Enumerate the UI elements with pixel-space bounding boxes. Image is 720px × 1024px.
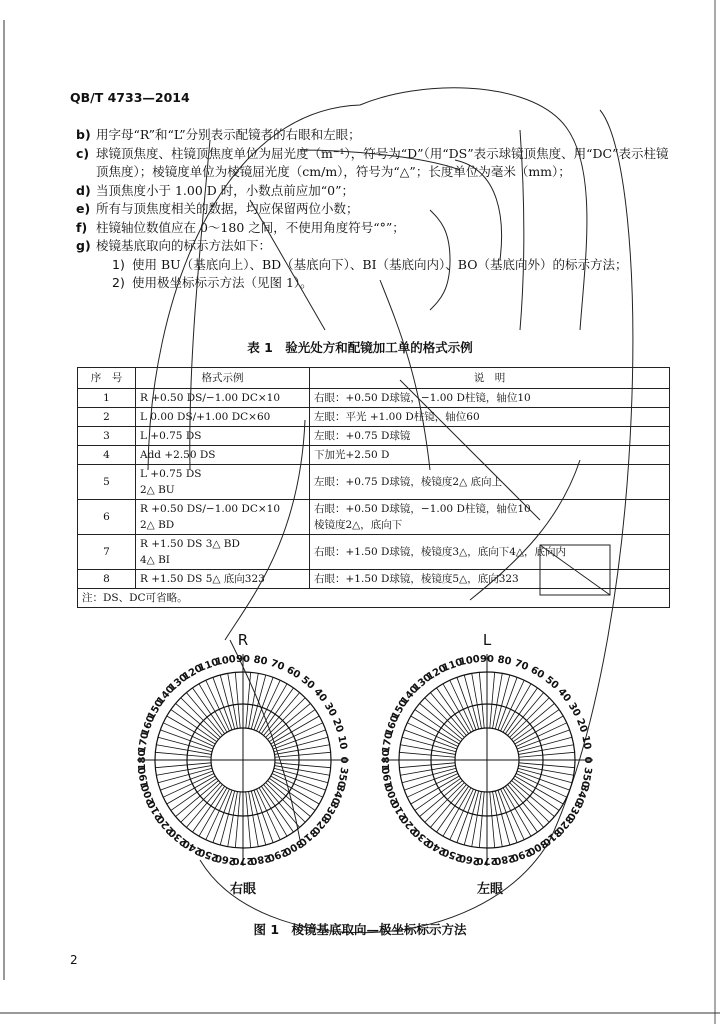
left-dial-angle-label: 130 (410, 672, 434, 694)
cell-line: 4△ BI (140, 554, 170, 566)
list-item: f) 柱镜轴位数值应在 0～180 之间，不使用角度符号“°”； (76, 219, 405, 235)
left-dial-spoke (425, 698, 465, 738)
right-dial-spoke (181, 783, 221, 823)
right-dial-angle-label: 0 (338, 756, 349, 764)
column-header-desc: 说 明 (310, 368, 670, 389)
left-dial-angle-label: 260 (458, 851, 481, 867)
right-dial-spoke (176, 703, 219, 739)
left-dial-spoke (404, 771, 457, 790)
left-dial-spoke (430, 785, 466, 828)
right-dial-angle-label: 80 (252, 654, 269, 668)
left-dial-angle-label: 90 (480, 654, 494, 665)
left-dial-angle-label: 160 (383, 713, 402, 738)
right-dial-spoke (254, 677, 273, 730)
cell-no: 1 (78, 389, 136, 408)
list-item: d) 当顶焦度小于 1.00 D 时，小数点前应加“0”； (76, 182, 355, 198)
cell-line: 右眼：+1.50 D球镜，棱镜度3△，底向下4△，底向内 (314, 546, 566, 558)
right-dial-angle-label: 220 (155, 813, 177, 837)
left-dial-spoke (457, 790, 476, 843)
sub-list-item: 1) 使用 BU（基底向上）、BD（基底向下）、BI（基底向内）、BO（基底向外）的标示方法； (112, 256, 628, 272)
list-item: g) 棱镜基底取向的标示方法如下： (76, 238, 272, 253)
right-dial-angle-label: 120 (180, 662, 205, 683)
left-dial-angle-label: 190 (380, 766, 396, 789)
right-dial-spoke (268, 703, 311, 739)
cell-line: Add +2.50 DS (140, 449, 216, 461)
left-dial-angle-label: 310 (540, 826, 564, 848)
left-dial-angle-label: 180 (381, 749, 392, 771)
right-dial-spoke (181, 698, 221, 738)
left-dial-spoke (457, 677, 476, 730)
cell-no: 7 (78, 535, 136, 570)
page-number: 2 (70, 953, 78, 967)
cell-line: 右眼：+0.50 D球镜，−1.00 D柱镜，轴位10 (314, 503, 531, 515)
right-dial-angle-label: 60 (284, 664, 303, 682)
left-dial-spoke (425, 783, 465, 823)
left-eye-letter: L (482, 631, 492, 649)
cell-no: 3 (78, 427, 136, 446)
left-dial-angle-label: 250 (440, 845, 465, 864)
right-dial-angle-label: 330 (320, 798, 341, 823)
left-dial-angle-label: 220 (399, 813, 421, 837)
right-dial-spoke (160, 771, 213, 790)
cell-line: R +0.50 DS/−1.00 DC×10 (140, 392, 281, 404)
cell-line: 2△ BU (140, 484, 175, 496)
cell-no: 4 (78, 446, 136, 465)
right-dial-angle-label: 320 (309, 813, 331, 837)
left-dial-angle-label: 0 (582, 756, 593, 764)
overlay-artifact (540, 545, 610, 595)
cell-line: 右眼：+0.50 D球镜，−1.00 D柱镜，轴位10 (314, 392, 531, 404)
left-dial-spoke (420, 703, 463, 739)
right-dial-angle-label: 300 (281, 837, 306, 858)
left-dial-angle-label: 210 (389, 798, 410, 823)
right-dial-angle-label: 30 (321, 700, 339, 719)
cell-line: R +0.50 DS/−1.00 DC×10 (140, 503, 281, 515)
right-dial-angle-label: 170 (136, 731, 152, 754)
right-dial-angle-label: 10 (335, 734, 349, 751)
left-dial-spoke (517, 771, 570, 790)
right-dial-angle-label: 310 (296, 826, 320, 848)
cell-no: 6 (78, 500, 136, 535)
right-dial-angle-label: 100 (214, 653, 237, 669)
column-header-format: 格式示例 (136, 368, 310, 389)
cell-line: R +1.50 DS 3△ BD (140, 538, 240, 550)
left-dial-angle-label: 40 (555, 686, 573, 705)
right-dial-angle-label: 290 (265, 845, 290, 864)
right-dial-angle-label: 140 (155, 683, 177, 707)
list-item: e) 所有与顶焦度相关的数据，均应保留两位小数； (76, 201, 359, 216)
left-dial-spoke (510, 698, 550, 738)
right-eye-polar-dial (137, 654, 349, 866)
right-dial-spoke (176, 781, 219, 817)
right-dial-angle-label: 130 (166, 672, 190, 694)
right-dial-angle-label: 110 (196, 656, 221, 675)
left-dial-angle-label: 300 (525, 837, 550, 858)
table-note: 注：DS、DC可省略。 (78, 589, 670, 608)
cell-line: 棱镜度2△，底向下 (314, 519, 403, 531)
right-dial-spoke (213, 790, 232, 843)
right-dial-spoke (186, 785, 222, 828)
right-dial-spoke (266, 783, 306, 823)
left-dial-angle-label: 240 (424, 837, 449, 858)
left-dial-angle-label: 70 (512, 658, 530, 674)
left-dial-spoke (510, 783, 550, 823)
cell-line: L +0.75 DS (140, 468, 202, 480)
right-dial-angle-label: 190 (136, 766, 152, 789)
left-dial-spoke (508, 693, 544, 736)
left-dial-angle-label: 340 (572, 782, 591, 807)
left-dial-angle-label: 20 (573, 717, 589, 735)
right-dial-spoke (213, 677, 232, 730)
right-dial-angle-label: 210 (145, 798, 166, 823)
left-dial-spoke (508, 785, 544, 828)
cell-line: 2△ BD (140, 519, 175, 531)
right-dial-angle-label: 340 (328, 782, 347, 807)
right-dial-spoke (186, 693, 222, 736)
right-dial-angle-label: 350 (334, 766, 350, 789)
left-dial-spoke (512, 781, 555, 817)
sub-list-item: 2) 使用极坐标标示方法（见图 1）。 (112, 275, 313, 290)
cell-line: 左眼：+0.75 D球镜，棱镜度2△ 底向上 (314, 476, 503, 488)
left-dial-angle-label: 110 (440, 656, 465, 675)
left-dial-angle-label: 50 (542, 674, 561, 692)
left-dial-angle-label: 120 (424, 662, 449, 683)
right-dial-spoke (273, 771, 326, 790)
standard-code: QB/T 4733—2014 (70, 90, 190, 105)
left-dial-angle-label: 150 (389, 697, 410, 722)
left-eye-label: 左眼 (476, 882, 504, 897)
figure-caption: 图 1 棱镜基底取向—极坐标标示方法 (253, 922, 467, 937)
right-dial-spoke (266, 698, 306, 738)
right-dial-angle-label: 240 (180, 837, 205, 858)
right-eye-label: 右眼 (229, 882, 257, 897)
cell-line: 下加光+2.50 D (314, 449, 390, 461)
left-dial-angle-label: 230 (410, 826, 434, 848)
right-dial-angle-label: 250 (196, 845, 221, 864)
right-dial-spoke (264, 785, 300, 828)
left-dial-angle-label: 280 (493, 851, 516, 867)
right-dial-angle-label: 160 (139, 713, 158, 738)
left-dial-angle-label: 170 (380, 731, 396, 754)
left-dial-spoke (512, 703, 555, 739)
right-dial-angle-label: 20 (329, 717, 345, 735)
right-dial-spoke (160, 730, 213, 749)
left-dial-spoke (404, 730, 457, 749)
right-dial-spoke (264, 693, 300, 736)
right-dial-angle-label: 70 (268, 658, 286, 674)
cell-line: 左眼：平光 +1.00 D柱镜，轴位60 (314, 411, 480, 423)
right-dial-angle-label: 260 (214, 851, 237, 867)
left-dial-angle-label: 100 (458, 653, 481, 669)
right-dial-angle-label: 230 (166, 826, 190, 848)
left-dial-angle-label: 30 (565, 700, 583, 719)
right-dial-angle-label: 180 (137, 749, 148, 771)
cell-no: 2 (78, 408, 136, 427)
cell-line: R +1.50 DS 5△ 底向323 (140, 573, 265, 585)
left-dial-angle-label: 290 (509, 845, 534, 864)
left-dial-angle-label: 330 (564, 798, 585, 823)
right-dial-spoke (268, 781, 311, 817)
right-dial-angle-label: 280 (249, 851, 272, 867)
cell-line: L 0.00 DS/+1.00 DC×60 (140, 411, 271, 423)
column-header-no: 序 号 (78, 368, 136, 389)
left-eye-polar-dial (381, 654, 593, 866)
right-dial-angle-label: 270 (232, 855, 254, 866)
left-dial-spoke (430, 693, 466, 736)
left-dial-angle-label: 80 (496, 654, 513, 668)
right-dial-angle-label: 40 (311, 686, 329, 705)
right-dial-angle-label: 90 (236, 654, 250, 665)
table-caption: 表 1 验光处方和配镜加工单的格式示例 (247, 340, 473, 355)
list-item: c) 球镜顶焦度、柱镜顶焦度单位为屈光度（m⁻¹），符号为“D”（用“DS”表示球镜顶焦度、用“DC”表示柱镜顶焦度）；棱镜度单位为棱镜屈光度（cm/m），符号为“△”；长度单位为毫米（mm）； (76, 145, 669, 179)
left-dial-angle-label: 270 (476, 855, 498, 866)
left-dial-angle-label: 60 (528, 664, 547, 682)
cell-line: L +0.75 DS (140, 430, 202, 442)
left-dial-angle-label: 10 (579, 734, 593, 751)
right-dial-spoke (273, 730, 326, 749)
right-dial-spoke (254, 790, 273, 843)
left-dial-angle-label: 350 (578, 766, 594, 789)
cell-no: 8 (78, 570, 136, 589)
left-dial-angle-label: 140 (399, 683, 421, 707)
right-dial-angle-label: 150 (145, 697, 166, 722)
right-dial-angle-label: 50 (298, 674, 317, 692)
left-dial-spoke (420, 781, 463, 817)
cell-line: 右眼：+1.50 D球镜，棱镜度5△，底向323 (314, 573, 519, 585)
cell-no: 5 (78, 465, 136, 500)
left-dial-angle-label: 320 (553, 813, 575, 837)
left-dial-spoke (498, 677, 517, 730)
cell-line: 左眼：+0.75 D球镜 (314, 430, 411, 442)
left-dial-spoke (517, 730, 570, 749)
right-eye-letter: R (237, 631, 249, 649)
left-dial-angle-label: 200 (383, 782, 402, 807)
left-dial-spoke (498, 790, 517, 843)
list-item: b) 用字母“R”和“L”分别表示配镜者的右眼和左眼； (76, 127, 361, 142)
right-dial-angle-label: 200 (139, 782, 158, 807)
